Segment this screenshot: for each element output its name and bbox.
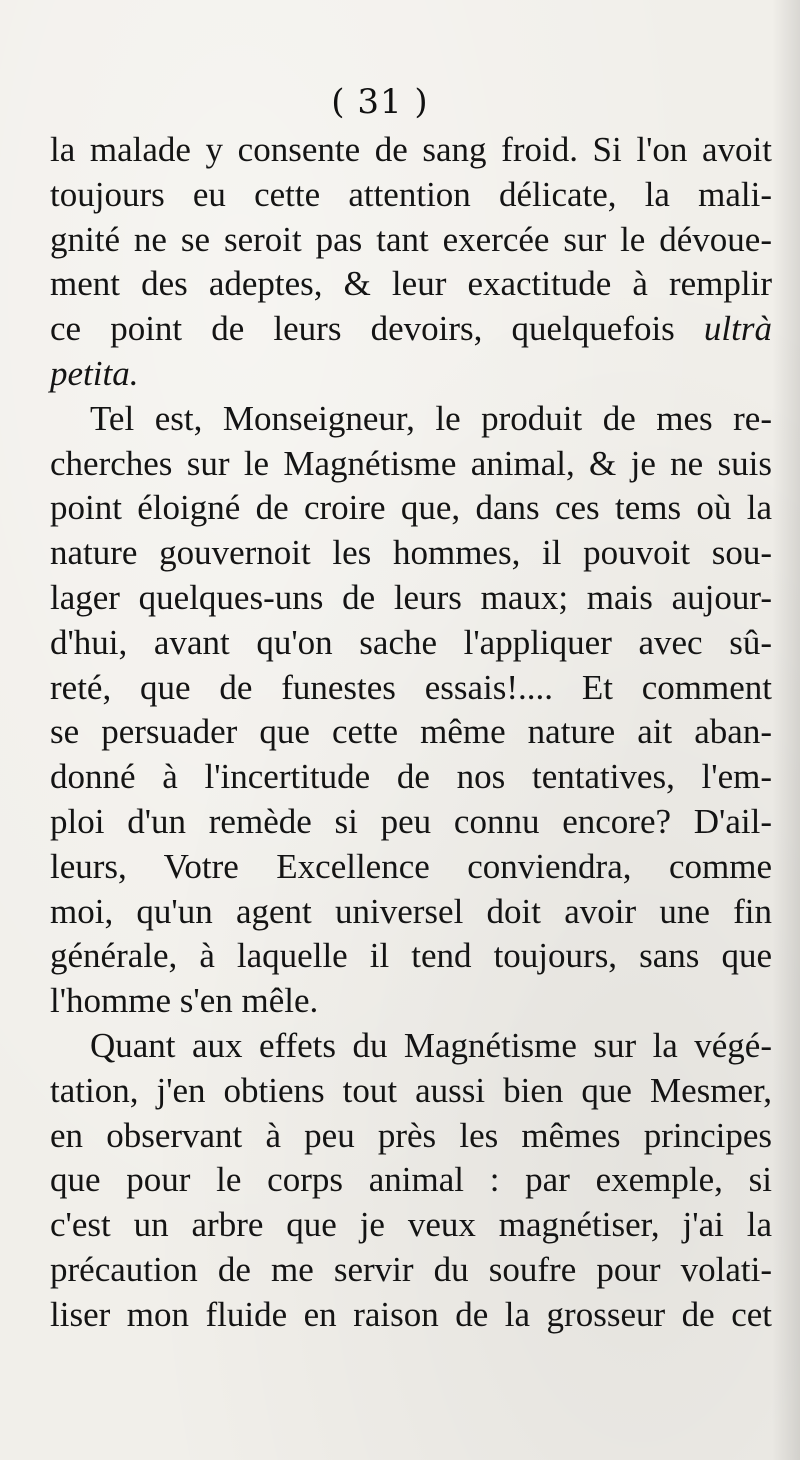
page-number: ( 31 ) — [331, 82, 429, 122]
text-line: d'hui, avant qu'on sache l'appliquer avec sû- — [50, 622, 772, 662]
text-line: nature gouvernoit les hommes, il pouvoit sou- — [50, 533, 772, 573]
text-line: Tel est, Monseigneur, le produit de mes re- — [90, 398, 772, 438]
text-line: c'est un arbre que je veux magnétiser, j'ai la — [50, 1205, 772, 1245]
page-text — [50, 128, 772, 1338]
text-line: ploi d'un remède si peu connu encore? D'ail- — [50, 801, 772, 841]
text-line: tation, j'en obtiens tout aussi bien que Mesmer, — [50, 1070, 772, 1110]
text-line-italic — [50, 352, 772, 397]
text-line: donné à l'incertitude de nos tentatives, l'em- — [50, 757, 772, 797]
text-line: ment des adeptes, & leur exactitude à remplir — [50, 264, 772, 304]
text-line: gnité ne se seroit pas tant exercée sur le dévoue- — [50, 219, 772, 259]
text-line-with-italic — [50, 307, 772, 352]
text-line: en observant à peu près les mêmes principes — [50, 1115, 772, 1155]
italic-phrase-end: petita. — [50, 353, 139, 393]
text-line: moi, qu'un agent universel doit avoir une fin — [50, 891, 772, 931]
text-line: précaution de me servir du soufre pour volati- — [50, 1249, 772, 1289]
text-line-part: ce point de leurs devoirs, quelquefois — [50, 309, 675, 349]
text-line: toujours eu cette attention délicate, la mali- — [50, 174, 772, 214]
text-line: cherches sur le Magnétisme animal, & je ne suis — [50, 443, 772, 483]
text-line: Quant aux effets du Magnétisme sur la végé- — [90, 1025, 772, 1065]
text-line: point éloigné de croire que, dans ces tems où la — [50, 488, 772, 528]
text-line: se persuader que cette même nature ait aban- — [50, 712, 772, 752]
text-line: lager quelques-uns de leurs maux; mais aujour- — [50, 577, 772, 617]
page-edge-shadow — [772, 0, 800, 1460]
text-line: liser mon fluide en raison de la grosseur de cet — [50, 1294, 772, 1334]
italic-phrase: ultrà — [703, 309, 772, 349]
text-line: leurs, Votre Excellence conviendra, comme — [50, 846, 772, 886]
text-line: générale, à laquelle il tend toujours, sans que — [50, 936, 772, 976]
text-line: reté, que de funestes essais!.... Et comment — [50, 667, 772, 707]
text-line: la malade y consente de sang froid. Si l'on avoit — [50, 130, 772, 169]
text-line: l'homme s'en mêle. — [50, 981, 319, 1021]
text-line: que pour le corps animal : par exemple, si — [50, 1160, 772, 1200]
